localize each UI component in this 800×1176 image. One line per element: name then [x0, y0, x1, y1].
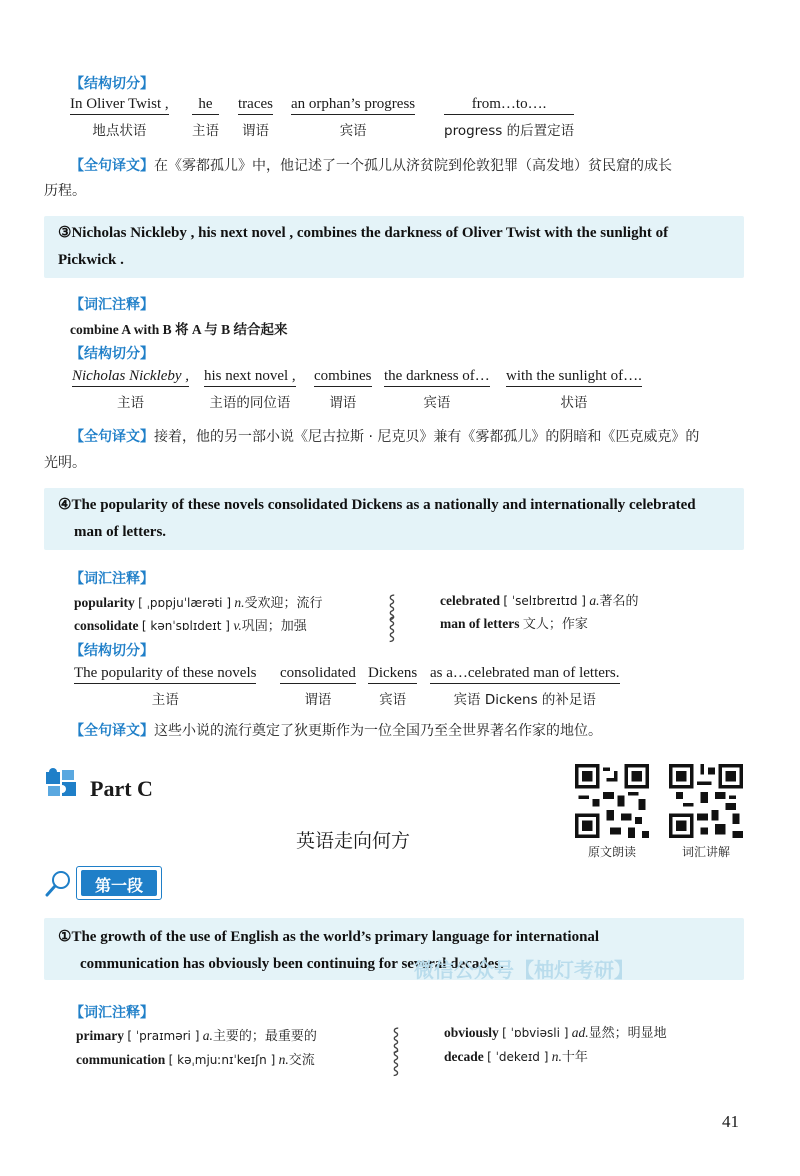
vocab-item: communication [ kəˌmjuːnɪˈkeɪʃn ] n.交流 — [76, 1052, 315, 1068]
vocab-combine: combine A with B 将 A 与 B 结合起来 — [70, 322, 288, 337]
vocab-item: decade [ ˈdekeɪd ] n.十年 — [444, 1049, 588, 1065]
qr-caption-vocab: 词汇讲解 — [682, 845, 731, 859]
translation-label: 【全句译文】 — [70, 158, 154, 174]
sentence-4-line1: ④The popularity of these novels consolidated Dickens as a nationally and internationally celebrated — [58, 497, 696, 513]
segment-predicate: combines 谓语 — [314, 368, 372, 411]
page-number: 41 — [722, 1112, 739, 1131]
qr-caption-reading: 原文朗读 — [588, 845, 637, 859]
part-title: Part C — [90, 776, 153, 801]
vocab-item: popularity [ ˌpɒpjuˈlærəti ] n.受欢迎；流行 — [74, 595, 323, 611]
structure-label: 【结构切分】 — [70, 346, 154, 362]
segment-adverbial: In Oliver Twist , 地点状语 — [70, 96, 169, 139]
translation-text: 这些小说的流行奠定了狄更斯作为一位全国乃至全世界著名作家的地位。 — [154, 723, 602, 739]
paragraph-title-box — [76, 866, 162, 900]
magnifier-icon — [44, 868, 74, 898]
sentence-1-line2: communication has obviously been continuing for several decades. — [80, 956, 504, 972]
segment-subject: Nicholas Nickleby , 主语 — [72, 368, 190, 411]
translation-text: 在《雾都孤儿》中，他记述了一个孤儿从济贫院到伦敦犯罪（高发地）贫民窟的成长 — [154, 158, 672, 174]
puzzle-icon — [44, 766, 78, 800]
segment-object: the darkness of… 宾语 — [384, 368, 490, 411]
segment-predicate: traces 谓语 — [238, 96, 273, 139]
translation-block — [70, 720, 602, 740]
divider-squiggle: ⸾ — [388, 594, 396, 619]
segment-adverbial: with the sunlight of…. 状语 — [506, 368, 642, 411]
qr-code-reading[interactable] — [575, 764, 649, 838]
vocab-item: celebrated [ ˈselɪbreɪtɪd ] a.著名的 — [440, 593, 639, 609]
sentence-3-line2: Pickwick . — [58, 252, 124, 268]
divider-squiggle: ⸾ — [392, 1050, 400, 1075]
segment-postmodifier: from…to…. progress 的后置定语 — [444, 96, 575, 139]
vocab-item: obviously [ ˈɒbviəsli ] ad.显然；明显地 — [444, 1025, 667, 1041]
divider-squiggle: ⸾ — [392, 1027, 400, 1052]
vocab-label: 【词汇注释】 — [70, 571, 154, 587]
segment-subject: he 主语 — [192, 96, 219, 139]
vocab-label: 【词汇注释】 — [70, 1005, 154, 1021]
sentence-4-line2: man of letters. — [74, 524, 167, 540]
structure-label: 【结构切分】 — [70, 643, 154, 659]
translation-text: 接着，他的另一部小说《尼古拉斯 · 尼克贝》兼有《雾都孤儿》的阴暗和《匹克威克》的 — [154, 429, 700, 445]
part-subtitle: 英语走向何方 — [296, 830, 411, 852]
vocab-label: 【词汇注释】 — [70, 297, 154, 313]
paragraph-title: 第一段 — [94, 876, 143, 895]
segment-appositive: his next novel , 主语的同位语 — [204, 368, 296, 411]
segment-complement: as a…celebrated man of letters. 宾语 Dickens 的补足语 — [430, 665, 620, 708]
sentence-box-3 — [44, 216, 744, 278]
translation-text-cont: 历程。 — [44, 183, 86, 199]
segment-object: an orphan’s progress 宾语 — [291, 96, 416, 139]
translation-label: 【全句译文】 — [70, 429, 154, 445]
translation-block — [70, 155, 672, 175]
sentence-box-1 — [44, 918, 744, 980]
qr-code-vocab[interactable] — [669, 764, 743, 838]
vocab-item: primary [ ˈpraɪməri ] a.主要的；最重要的 — [76, 1028, 317, 1044]
translation-label: 【全句译文】 — [70, 723, 154, 739]
divider-squiggle: ⸾ — [388, 616, 396, 641]
vocab-item: man of letters 文人；作家 — [440, 616, 588, 632]
sentence-1-line1: ①The growth of the use of English as the world’s primary language for international — [58, 929, 600, 945]
sentence-box-4 — [44, 488, 744, 550]
segment-object: Dickens 宾语 — [368, 665, 418, 708]
sentence-3-line1: ③Nicholas Nickleby , his next novel , combines the darkness of Oliver Twist with the sunlight of — [58, 225, 669, 241]
translation-text-cont: 光明。 — [44, 455, 86, 471]
translation-block — [70, 426, 699, 446]
vocab-item: consolidate [ kənˈsɒlɪdeɪt ] v.巩固；加强 — [74, 618, 307, 634]
structure-label: 【结构切分】 — [70, 76, 154, 92]
segment-predicate: consolidated 谓语 — [280, 665, 356, 708]
watermark: 微信公众号【柚灯考研】 — [414, 958, 634, 982]
segment-subject: The popularity of these novels 主语 — [74, 665, 257, 708]
